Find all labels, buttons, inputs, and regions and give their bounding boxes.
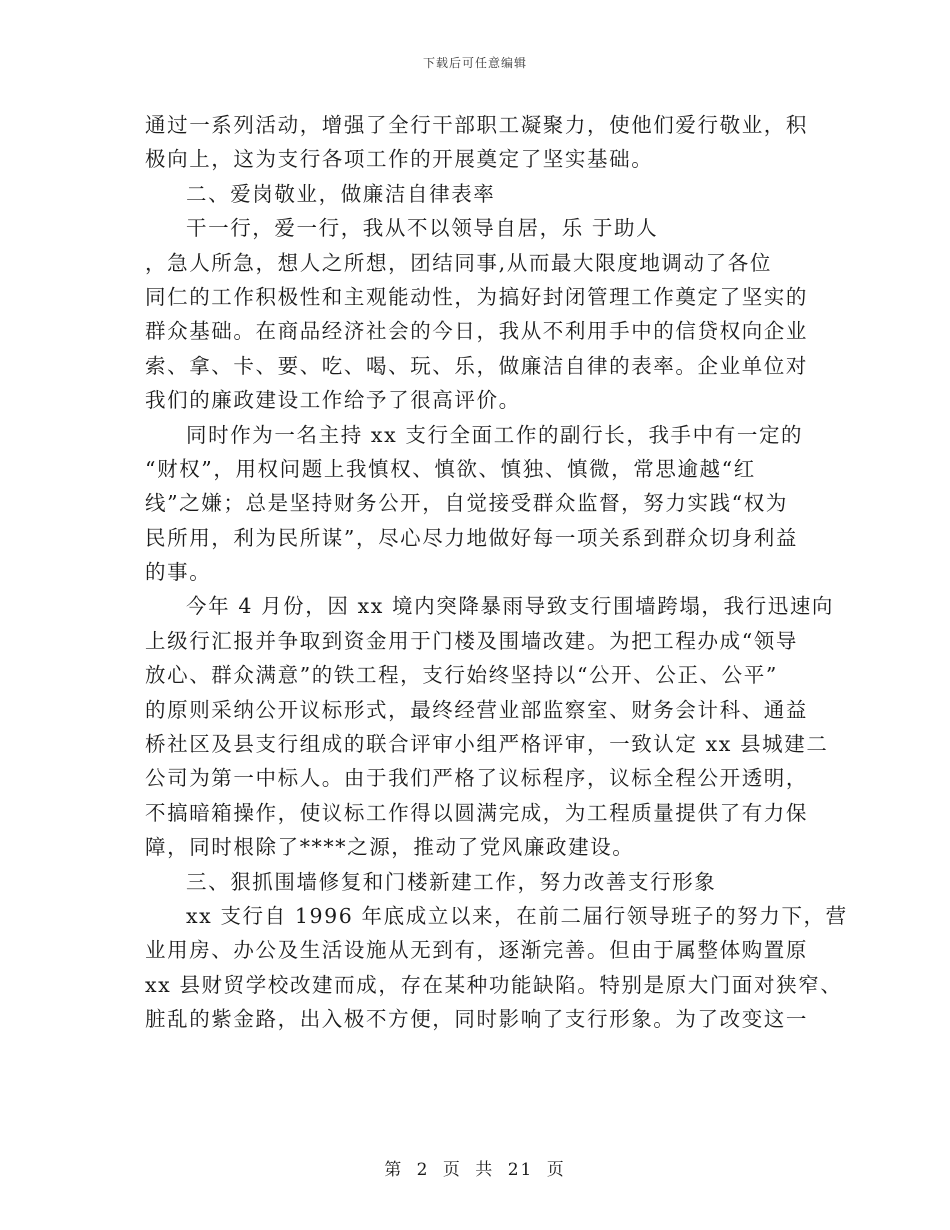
text-line: 业用房、办公及生活设施从无到有，逐渐完善。但由于属整体购置原 — [145, 938, 808, 963]
text-line: 同时作为一名主持 xx 支行全面工作的副行长，我手中有一定的 — [186, 422, 804, 447]
text-line: 民所用，利为民所谋”，尽心尽力地做好每一项关系到群众切身利益 — [145, 525, 798, 550]
header-note: 下载后可任意编辑 — [422, 56, 527, 70]
text-line: 的事。 — [145, 560, 212, 585]
text-line: 索、拿、卡、要、吃、喝、玩、乐，做廉洁自律的表率。企业单位对 — [145, 353, 808, 378]
text-line: 今年 4 月份，因 xx 境内突降暴雨导致支行围墙跨塌，我行迅速向 — [186, 594, 835, 619]
text-line: 我们的廉政建设工作给予了很高评价。 — [145, 388, 521, 413]
page-number: 第 2 页 共 21 页 — [384, 1160, 566, 1180]
text-line: 群众基础。在商品经济社会的今日，我从不利用手中的信贷权向企业 — [145, 319, 808, 344]
text-line: 桥社区及县支行组成的联合评审小组严格评审，一致认定 xx 县城建二 — [145, 732, 829, 757]
text-line: 同仁的工作积极性和主观能动性，为搞好封闭管理工作奠定了坚实的 — [145, 284, 808, 309]
text-line: ，急人所急，想人之所想，团结同事,从而最大限度地调动了各位 — [145, 250, 772, 275]
text-line: xx 支行自 1996 年底成立以来，在前二届行领导班子的努力下，营 — [186, 903, 848, 928]
text-line: 上级行汇报并争取到资金用于门楼及围墙改建。为把工程办成“领导 — [145, 628, 798, 653]
text-line: 的原则采纳公开议标形式，最终经营业部监察室、财务会计科、通益 — [145, 697, 808, 722]
text-line: 障，同时根除了****之源，推动了党风廉政建设。 — [145, 835, 635, 860]
body-text — [145, 108, 848, 1037]
section-heading: 三、狠抓围墙修复和门楼新建工作，努力改善支行形象 — [186, 869, 717, 894]
text-line: 脏乱的紫金路，出入极不方便，同时影响了支行形象。为了改变这一 — [145, 1007, 808, 1032]
text-line: 干一行，爱一行，我从不以领导自居，乐 于助人 — [186, 216, 659, 241]
text-line: 放心、群众满意”的铁工程，支行始终坚持以“公开、公正、公平” — [145, 663, 778, 688]
text-line: 线”之嫌；总是坚持财务公开，自觉接受群众监督，努力实践“权为 — [145, 491, 788, 516]
text-line: “财权”，用权问题上我慎权、慎欲、慎独、慎微，常思逾越“红 — [145, 456, 756, 481]
text-line: 不搞暗箱操作，使议标工作得以圆满完成，为工程质量提供了有力保 — [145, 800, 808, 825]
section-heading: 二、爱岗敬业，做廉洁自律表率 — [186, 181, 496, 206]
text-line: 通过一系列活动，增强了全行干部职工凝聚力，使他们爱行敬业，积 — [145, 113, 808, 137]
text-line: xx 县财贸学校改建而成，存在某种功能缺陷。特别是原大门面对狭窄、 — [145, 972, 843, 997]
text-line: 极向上，这为支行各项工作的开展奠定了坚实基础。 — [145, 147, 654, 172]
text-line: 公司为第一中标人。由于我们严格了议标程序，议标全程公开透明， — [145, 766, 808, 791]
